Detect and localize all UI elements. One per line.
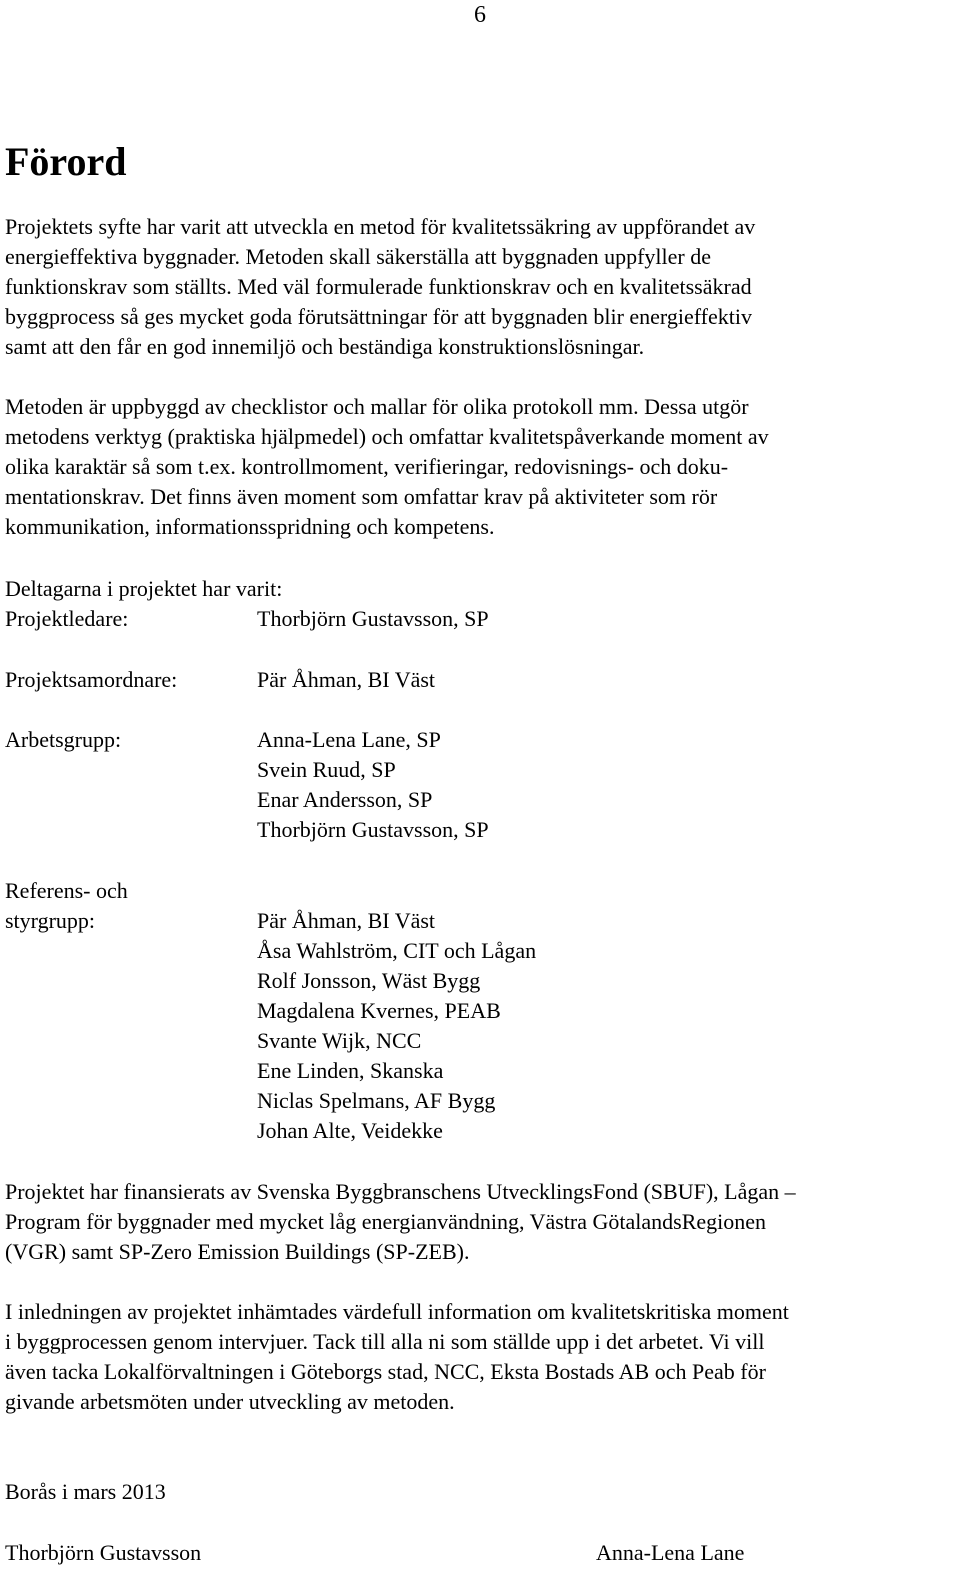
page-number: 6: [474, 2, 486, 28]
role-label-project-leader: Projektledare:: [5, 606, 129, 631]
text-line: samt att den får en god innemiljö och beständiga konstruktionslösningar.: [5, 334, 645, 359]
working-group-member: Anna-Lena Lane, SP: [257, 727, 441, 752]
coordinator-name: Pär Åhman, BI Väst: [257, 667, 436, 692]
text-line: olika karaktär så som t.ex. kontrollmoment, verifieringar, redovisnings- och doku-: [5, 454, 729, 479]
reference-group-member: Johan Alte, Veidekke: [257, 1118, 443, 1143]
working-group-member: Svein Ruud, SP: [257, 757, 396, 782]
role-label-working-group: Arbetsgrupp:: [5, 727, 122, 752]
participants-intro: Deltagarna i projektet har varit:: [5, 576, 283, 601]
role-label-coordinator: Projektsamordnare:: [5, 667, 178, 692]
signature-right: Anna-Lena Lane: [596, 1540, 745, 1565]
text-line: funktionskrav som ställts. Med väl formulerade funktionskrav och en kvalitetssäkrad: [5, 274, 752, 299]
text-line: även tacka Lokalförvaltningen i Göteborgs stad, NCC, Eksta Bostads AB och Peab för: [5, 1359, 766, 1384]
reference-group-member: Magdalena Kvernes, PEAB: [257, 998, 501, 1023]
project-leader-name: Thorbjörn Gustavsson, SP: [257, 606, 489, 631]
text-line: i byggprocessen genom intervjuer. Tack till alla ni som ställde upp i det arbetet. Vi vill: [5, 1329, 765, 1354]
reference-group-member: Niclas Spelmans, AF Bygg: [257, 1088, 496, 1113]
role-label-reference-group: Referens- och: [5, 878, 128, 903]
text-line: energieffektiva byggnader. Metoden skall säkerställa att byggnaden uppfyller de: [5, 244, 712, 269]
text-line: I inledningen av projektet inhämtades värdefull information om kvalitetskritiska moment: [5, 1299, 789, 1324]
page-title: Förord: [5, 139, 127, 184]
text-line: Program för byggnader med mycket låg energianvändning, Västra GötalandsRegionen: [5, 1209, 767, 1234]
text-line: Projektets syfte har varit att utveckla en metod för kvalitetssäkring av uppförandet av: [5, 214, 756, 239]
working-group-member: Thorbjörn Gustavsson, SP: [257, 817, 489, 842]
reference-group-member: Åsa Wahlström, CIT och Lågan: [257, 938, 537, 963]
signature-left: Thorbjörn Gustavsson: [5, 1540, 202, 1565]
text-line: givande arbetsmöten under utveckling av metoden.: [5, 1389, 455, 1414]
text-line: Projektet har finansierats av Svenska Byggbranschens UtvecklingsFond (SBUF), Lågan –: [5, 1179, 796, 1204]
reference-group-member: Pär Åhman, BI Väst: [257, 908, 436, 933]
reference-group-member: Ene Linden, Skanska: [257, 1058, 444, 1083]
role-label-reference-group: styrgrupp:: [5, 908, 96, 933]
place-date: Borås i mars 2013: [5, 1479, 166, 1504]
reference-group-member: Rolf Jonsson, Wäst Bygg: [257, 968, 481, 993]
text-line: (VGR) samt SP-Zero Emission Buildings (SP-ZEB).: [5, 1239, 470, 1264]
text-line: mentationskrav. Det finns även moment som omfattar krav på aktiviteter som rör: [5, 484, 718, 509]
text-line: metodens verktyg (praktiska hjälpmedel) och omfattar kvalitetspåverkande moment av: [5, 424, 769, 449]
text-line: kommunikation, informationsspridning och kompetens.: [5, 514, 495, 539]
reference-group-member: Svante Wijk, NCC: [257, 1028, 422, 1053]
text-line: byggprocess så ges mycket goda förutsättningar för att byggnaden blir energieffektiv: [5, 304, 752, 329]
text-line: Metoden är uppbyggd av checklistor och mallar för olika protokoll mm. Dessa utgör: [5, 394, 749, 419]
working-group-member: Enar Andersson, SP: [257, 787, 433, 812]
